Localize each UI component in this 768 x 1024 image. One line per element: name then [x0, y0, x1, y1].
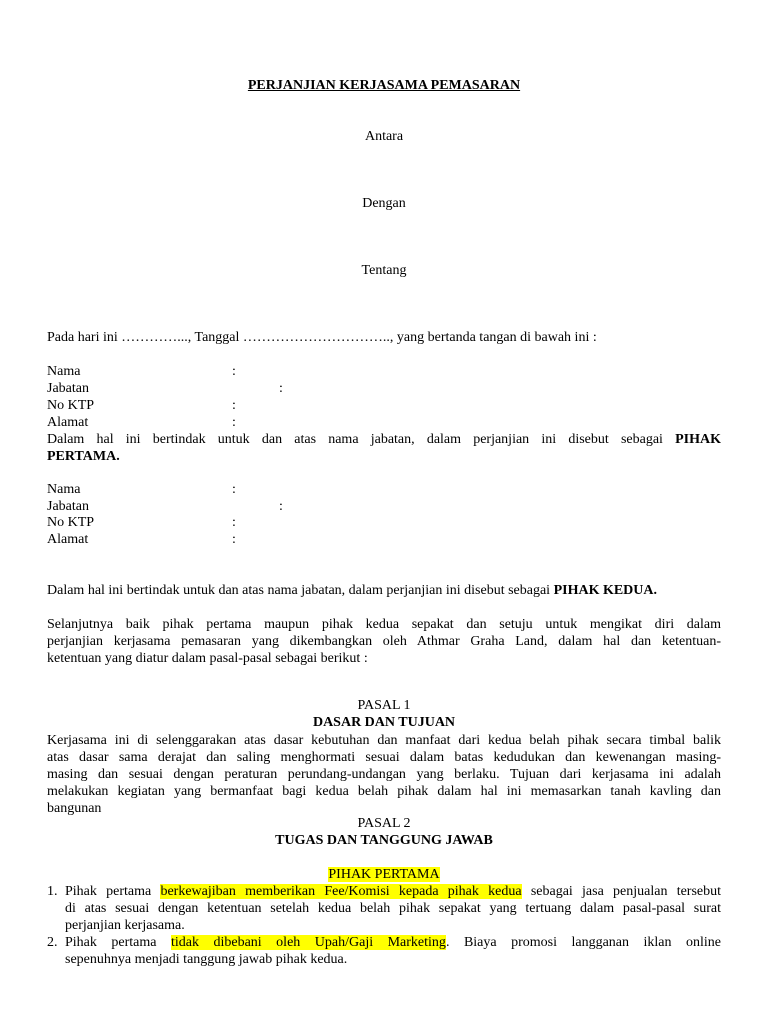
dengan-label: Dengan: [362, 196, 406, 211]
item2-line-1: [65, 934, 721, 951]
item1-highlight: berkewajiban memberikan Fee/Komisi kepada pihak kedua: [160, 884, 522, 899]
party2-description: [47, 582, 657, 599]
agreement-line-2: perjanjian kerjasama pemasaran yang dikembangkan oleh Athmar Graha Land, dalam hal dan ketentuan-: [47, 634, 721, 649]
party1-desc-text: Dalam hal ini bertindak untuk dan atas nama jabatan, dalam perjanjian ini disebut sebagai: [47, 432, 663, 447]
party2-field-jabatan: Jabatan: [47, 499, 89, 514]
agreement-line-1: Selanjutnya baik pihak pertama maupun pihak kedua sepakat dan setuju untuk mengikat diri dalam: [47, 617, 721, 632]
pasal2-subheading: [0, 866, 768, 883]
item2-post: . Biaya promosi langganan iklan online: [445, 935, 721, 950]
party1-field-noktp: No KTP: [47, 398, 95, 413]
party1-colon-alamat: :: [232, 415, 236, 430]
party1-field-nama: Nama: [47, 364, 81, 379]
party1-field-alamat: Alamat: [47, 415, 89, 430]
party2-field-noktp: No KTP: [47, 515, 95, 530]
item2-highlight: tidak dibebani oleh Upah/Gaji Marketing: [170, 935, 446, 950]
party1-colon-nama: :: [232, 364, 236, 379]
party1-desc-bold: PIHAK: [675, 432, 721, 447]
document-title: PERJANJIAN KERJASAMA PEMASARAN: [247, 78, 521, 93]
pasal2-subheading-text: PIHAK PERTAMA: [328, 867, 440, 882]
party1-colon-noktp: :: [232, 398, 236, 413]
pasal1-line-2: atas dasar sama derajat dan saling menghormati sesuai dalam batas kedudukan dan kewenangan masing-: [47, 750, 721, 765]
pasal1-heading: DASAR DAN TUJUAN: [312, 715, 456, 730]
intro-line: Pada hari ini …………..., Tanggal ………………………….., yang bertanda tangan di bawah ini :: [47, 330, 597, 345]
party1-colon-jabatan: :: [279, 381, 283, 396]
item2-number: 2.: [47, 935, 58, 950]
pasal1-line-3: masing dan sesuai dengan peraturan perundang-undangan yang berlaku. Tujuan dari kerjasama ini adalah: [47, 767, 721, 782]
party2-colon-jabatan: :: [279, 499, 283, 514]
item1-line-3: perjanjian kerjasama.: [65, 918, 185, 933]
party1-description: [47, 431, 721, 448]
item1-pre: Pihak pertama: [65, 884, 152, 899]
item1-line-1: [65, 883, 721, 900]
pasal1-line-5: bangunan: [47, 801, 102, 816]
party1-field-jabatan: Jabatan: [47, 381, 89, 396]
party2-desc-bold: PIHAK KEDUA.: [553, 583, 658, 598]
party2-field-nama: Nama: [47, 482, 81, 497]
pasal1-line-4: melakukan kegiatan yang bermanfaat bagi kedua belah pihak dalam hal ini memasarkan tanah kavling dan: [47, 784, 721, 799]
item2-line-2: sepenuhnya menjadi tanggung jawab pihak kedua.: [65, 952, 348, 967]
pasal1-line-1: Kerjasama ini di selenggarakan atas dasar kebutuhan dan manfaat dari kedua belah pihak secara timbal balik: [47, 733, 721, 748]
item1-number: 1.: [47, 884, 58, 899]
party2-field-alamat: Alamat: [47, 532, 89, 547]
item1-line-2: di atas sesuai dengan ketentuan setelah kedua belah pihak sepakat yang tertuang dalam pasal-pasal surat: [65, 901, 721, 916]
antara-label: Antara: [364, 129, 404, 144]
item2-pre: Pihak pertama: [65, 935, 157, 950]
agreement-line-3: ketentuan yang diatur dalam pasal-pasal sebagai berikut :: [47, 651, 368, 666]
tentang-label: Tentang: [361, 263, 407, 278]
item1-post: sebagai jasa penjualan tersebut: [530, 884, 722, 899]
party2-colon-noktp: :: [232, 515, 236, 530]
party2-colon-alamat: :: [232, 532, 236, 547]
pasal1-number: PASAL 1: [357, 698, 411, 713]
pasal2-heading: TUGAS DAN TANGGUNG JAWAB: [275, 833, 493, 848]
party2-desc-text: Dalam hal ini bertindak untuk dan atas nama jabatan, dalam perjanjian ini disebut sebagai: [47, 583, 551, 598]
party1-desc-bold-2: PERTAMA.: [47, 449, 120, 464]
pasal2-number: PASAL 2: [357, 816, 411, 831]
party2-colon-nama: :: [232, 482, 236, 497]
